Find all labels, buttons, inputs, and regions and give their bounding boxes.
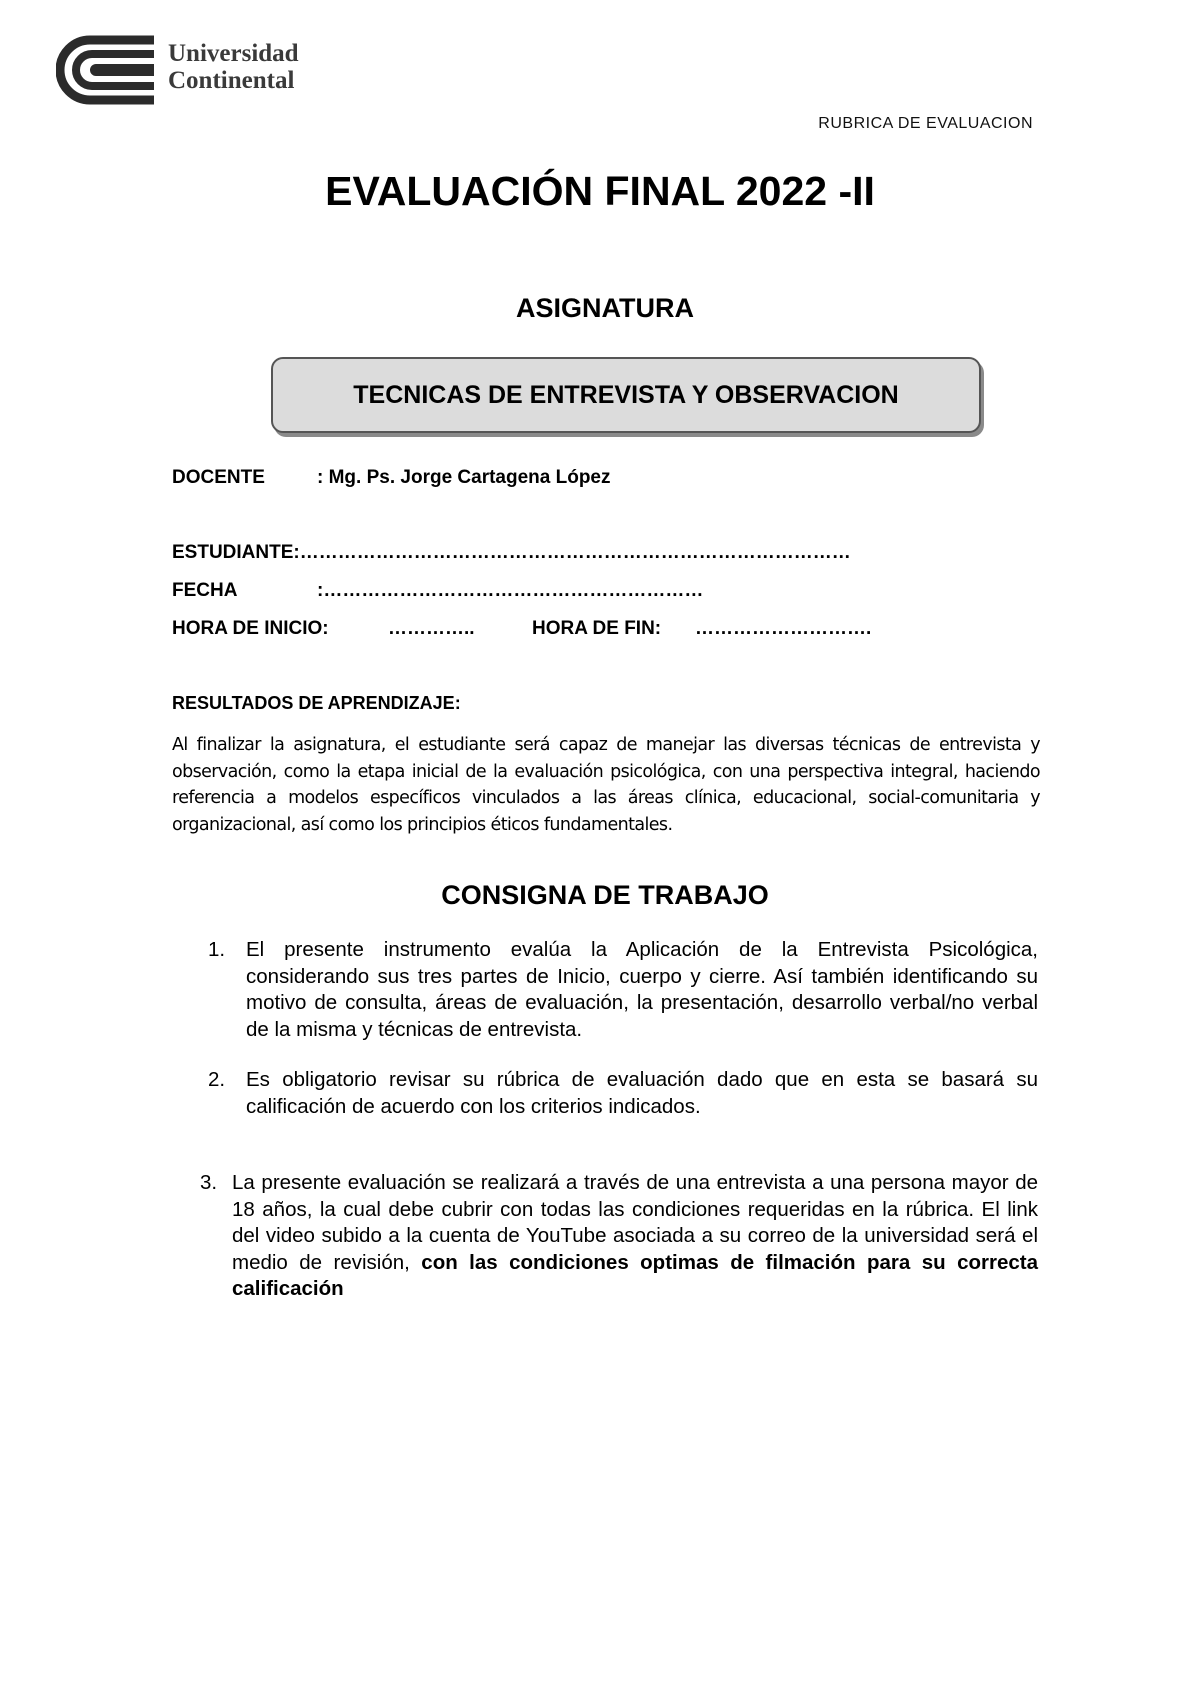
hora-inicio-label: HORA DE INICIO: [172, 618, 329, 639]
docente-label: DOCENTE [172, 467, 265, 488]
list-item [208, 1067, 1038, 1120]
list-item-number: 3. [200, 1171, 218, 1194]
estudiante-field: ESTUDIANTE:…………………………………………………………………………… [172, 542, 851, 563]
subject-heading: ASIGNATURA [516, 293, 694, 323]
university-logo [56, 34, 326, 106]
hora-fin-label: HORA DE FIN: [532, 618, 662, 639]
list-item-text: Es obligatorio revisar su rúbrica de evaluación dado que en esta se basará su calificación de acuerdo con los criterios indicados. [246, 1068, 1038, 1118]
list-item-text: La presente evaluación se realizará a través de una entrevista a una persona mayor de 18 años, la cual debe cubrir con todas las condiciones requeridas en la rúbrica. El link del video subido a la cuenta de YouTube asociada a su correo de la universidad será el medio de revisión, [232, 1171, 1038, 1274]
hora-inicio-value: ………….. [388, 618, 475, 639]
logo-line-2: Continental [168, 67, 295, 94]
list-item-bold-text: con las condiciones optimas de filmación para su correcta calificación [232, 1250, 1038, 1300]
list-item [200, 1170, 1038, 1303]
hora-row [172, 618, 872, 640]
fecha-label: FECHA [172, 580, 238, 601]
list-item-number: 2. [208, 1068, 226, 1091]
document-label: RUBRICA DE EVALUACION [818, 115, 1033, 132]
logo-line-1: Universidad [168, 40, 299, 67]
hora-fin-value: ………………………. [695, 618, 872, 639]
page-title: EVALUACIÓN FINAL 2022 -II [325, 168, 875, 214]
list-item [208, 937, 1038, 1043]
course-name-box: TECNICAS DE ENTREVISTA Y OBSERVACION [271, 357, 981, 433]
logo-emblem-icon [56, 34, 160, 106]
list-item-text: El presente instrumento evalúa la Aplicación de la Entrevista Psicológica, considerando sus tres partes de Inicio, cuerpo y cierre. Así también identificando su motivo de consulta, áreas de evaluación, la presentación, desarrollo verbal/no verbal de la misma y técnicas de entrevista. [246, 938, 1038, 1041]
consigna-heading: CONSIGNA DE TRABAJO [441, 880, 769, 910]
fecha-value: :…………………………………………………… [317, 580, 704, 601]
docente-row [172, 467, 611, 489]
results-body: Al finalizar la asignatura, el estudiante será capaz de manejar las diversas técnicas de entrevista y observación, como la etapa inicial de la evaluación psicológica, con una perspectiva integral, haciendo referencia a modelos específicos vinculados a las áreas clínica, educacional, social-comunitaria y organizacional, así como los principios éticos fundamentales. [172, 735, 1040, 835]
fecha-row [172, 580, 703, 602]
list-item-number: 1. [208, 938, 226, 961]
logo-wordmark [168, 40, 299, 94]
docente-value: : Mg. Ps. Jorge Cartagena López [317, 467, 611, 488]
results-heading: RESULTADOS DE APRENDIZAJE: [172, 693, 461, 713]
